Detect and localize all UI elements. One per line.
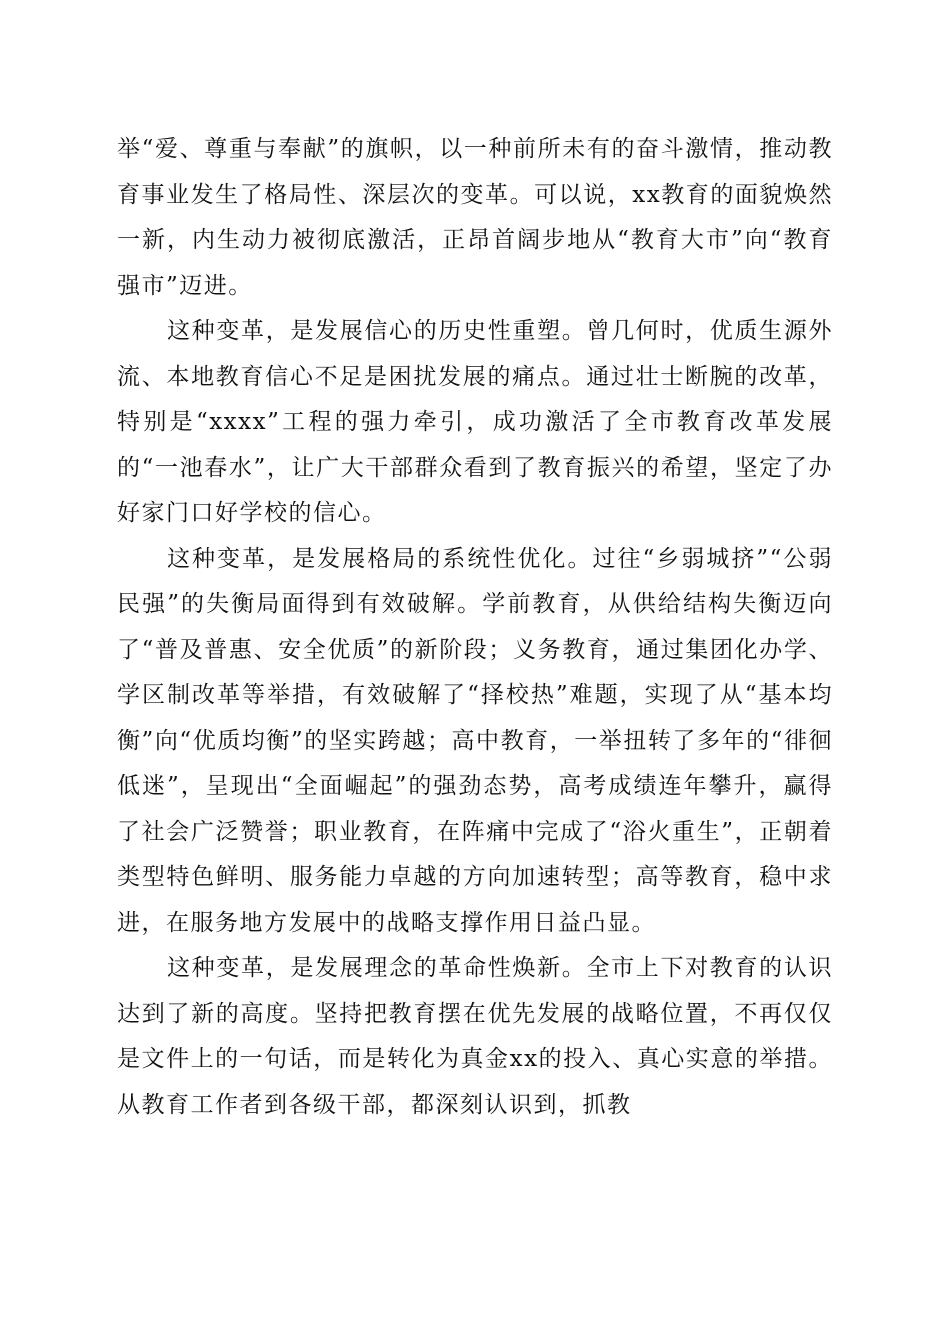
paragraph-development-confidence: 这种变革，是发展信心的历史性重塑。曾几何时，优质生源外流、本地教育信心不足是困扰发展的痛点。通过壮士断腕的改革，特别是“xxxx”工程的强力牵引，成功激活了全市教育改革发展的“一池春水”，让广大干部群众看到了教育振兴的希望，坚定了办好家门口好学校的信心。 (117, 318, 833, 526)
paragraph-development-concept: 这种变革，是发展理念的革命性焕新。全市上下对教育的认识达到了新的高度。坚持把教育摆在优先发展的战略位置，不再仅仅是文件上的一句话，而是转化为真金xx的投入、真心实意的举措。从教育工作者到各级干部，都深刻认识到，抓教 (117, 955, 833, 1118)
document-body (117, 127, 833, 1128)
paragraph-continuation: 举“爱、尊重与奉献”的旗帜，以一种前所未有的奋斗激情，推动教育事业发生了格局性、深层次的变革。可以说，xx教育的面貌焕然一新，内生动力被彻底激活，正昂首阔步地从“教育大市”向“教育强市”迈进。 (117, 136, 833, 299)
paragraph-development-pattern: 这种变革，是发展格局的系统性优化。过往“乡弱城挤”“公弱民强”的失衡局面得到有效破解。学前教育，从供给结构失衡迈向了“普及普惠、安全优质”的新阶段；义务教育，通过集团化办学、学区制改革等举措，有效破解了“择校热”难题，实现了从“基本均衡”向“优质均衡”的坚实跨越；高中教育，一举扭转了多年的“徘徊低迷”，呈现出“全面崛起”的强劲态势，高考成绩连年攀升，赢得了社会广泛赞誉；职业教育，在阵痛中完成了“浴火重生”，正朝着类型特色鲜明、服务能力卓越的方向加速转型；高等教育，稳中求进，在服务地方发展中的战略支撑作用日益凸显。 (117, 545, 833, 936)
